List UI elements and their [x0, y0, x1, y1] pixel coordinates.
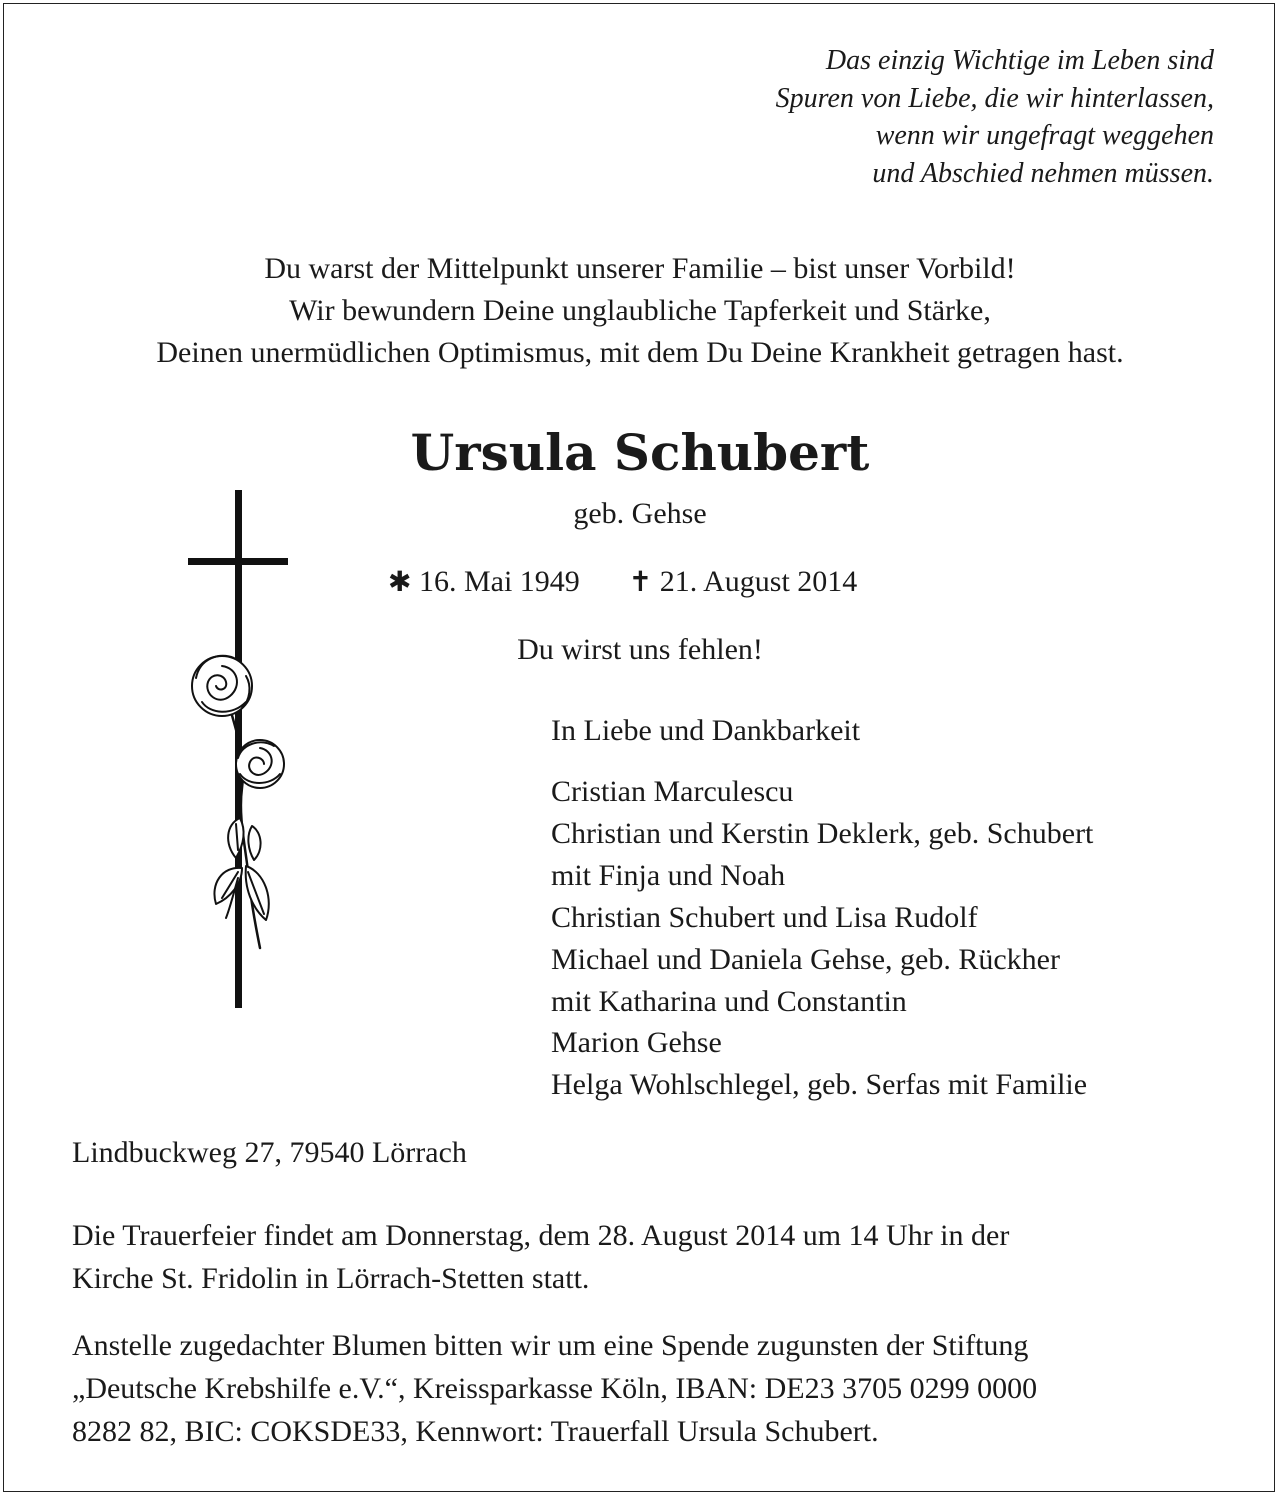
farewell-line: Du wirst uns fehlen!	[517, 633, 763, 666]
cross-with-roses-icon	[180, 488, 300, 1013]
dedication-text	[0, 248, 1280, 374]
donation-notice-line: Anstelle zugedachter Blumen bitten wir um eine Spende zugunsten der Stiftung	[72, 1329, 1029, 1362]
dedication-line: Wir bewundern Deine unglaubliche Tapferkeit und Stärke,	[289, 294, 991, 327]
signoff-line: In Liebe und Dankbarkeit	[551, 714, 861, 747]
mourner-entry: mit Katharina und Constantin	[551, 984, 907, 1018]
birth-name: geb. Gehse	[573, 497, 707, 530]
mourner-entry: Helga Wohlschlegel, geb. Serfas mit Familie	[551, 1068, 1088, 1102]
deceased-name: Ursula Schubert	[410, 423, 870, 482]
mourners-list	[551, 771, 1093, 1106]
mourner-entry: Marion Gehse	[551, 1026, 722, 1060]
dedication-line: Du warst der Mittelpunkt unserer Familie – bist unser Vorbild!	[264, 252, 1016, 285]
quote-line: Das einzig Wichtige im Leben sind	[825, 45, 1214, 76]
mourner-entry: Michael und Daniela Gehse, geb. Rückher	[551, 942, 1060, 976]
life-dates	[388, 562, 857, 602]
birth-star-icon: ✱	[388, 565, 412, 598]
family-address: Lindbuckweg 27, 79540 Lörrach	[72, 1136, 467, 1169]
death-date: 21. August 2014	[659, 565, 858, 598]
donation-notice-line: 8282 82, BIC: COKSDE33, Kennwort: Trauerfall Ursula Schubert.	[72, 1415, 879, 1448]
donation-notice	[72, 1324, 1037, 1453]
quote-line: und Abschied nehmen müssen.	[872, 157, 1214, 189]
mourner-entry: Christian und Kerstin Deklerk, geb. Schubert	[551, 816, 1094, 850]
funeral-notice	[72, 1214, 1009, 1300]
donation-notice-line: „Deutsche Krebshilfe e.V.“, Kreissparkasse Köln, IBAN: DE23 3705 0299 0000	[72, 1372, 1038, 1405]
funeral-notice-line: Kirche St. Fridolin in Lörrach-Stetten statt.	[72, 1262, 590, 1295]
dedication-line: Deinen unermüdlichen Optimismus, mit dem Du Deine Krankheit getragen hast.	[156, 336, 1124, 369]
mourner-entry: mit Finja und Noah	[551, 858, 786, 892]
mourner-entry: Christian Schubert und Lisa Rudolf	[551, 900, 978, 934]
quote-line: Spuren von Liebe, die wir hinterlassen,	[775, 82, 1214, 114]
quote-line: wenn wir ungefragt weggehen	[875, 120, 1214, 151]
birth-date: 16. Mai 1949	[418, 565, 580, 598]
poem-quote	[514, 42, 1214, 192]
funeral-notice-line: Die Trauerfeier findet am Donnerstag, dem 28. August 2014 um 14 Uhr in der	[72, 1219, 1010, 1252]
mourner-entry: Cristian Marculescu	[551, 775, 794, 808]
death-cross-icon: ✝	[628, 565, 653, 598]
